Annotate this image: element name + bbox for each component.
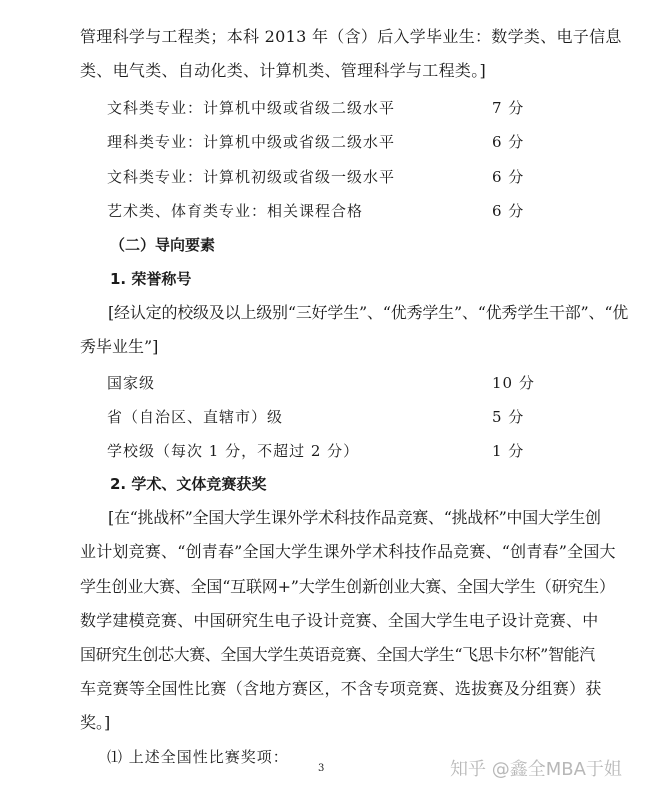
honor-level-row: [107, 372, 535, 392]
competition-line: 业计划竞赛、“创青春”全国大学生课外学术科技作品竞赛、“创青春”全国大: [80, 542, 616, 561]
competition-heading: 2. 学术、文体竞赛获奖: [110, 475, 267, 493]
score-points: 6 分: [492, 133, 525, 151]
honor-level-points: 1 分: [492, 442, 525, 460]
score-label: 艺术类、体育类专业：相关课程合格: [107, 202, 364, 220]
score-row: [107, 200, 527, 220]
honor-level-points: 5 分: [492, 408, 525, 426]
honor-level-label: 省（自治区、直辖市）级: [107, 408, 284, 426]
competition-line: [在“挑战杯”全国大学生课外学术科技作品竞赛、“挑战杯”中国大学生创: [108, 508, 601, 527]
honor-heading: 1. 荣誉称号: [110, 270, 192, 288]
score-label: 文科类专业：计算机初级或省级一级水平: [107, 168, 396, 186]
score-row: [107, 131, 527, 151]
competition-line: 奖。]: [80, 713, 111, 732]
honor-level-label: 国家级: [107, 374, 156, 392]
score-label: 文科类专业：计算机中级或省级二级水平: [107, 99, 396, 117]
score-points: 6 分: [492, 168, 525, 186]
page-number: 3: [318, 763, 325, 774]
score-row: [107, 97, 527, 117]
honor-level-row: [107, 406, 527, 426]
competition-line: 数学建模竞赛、中国研究生电子设计竞赛、全国大学生电子设计竞赛、中: [80, 611, 599, 630]
zhihu-watermark: 知乎 @鑫全MBA于姐: [450, 759, 622, 780]
honor-desc-line-2: 秀毕业生”]: [80, 337, 159, 356]
competition-line: 车竞赛等全国性比赛（含地方赛区，不含专项竞赛、选拔赛及分组赛）获: [80, 679, 602, 698]
score-points: 7 分: [492, 99, 525, 117]
score-label: 理科类专业：计算机中级或省级二级水平: [107, 133, 396, 151]
score-row: [107, 166, 527, 186]
top-para-line-2: 类、电气类、自动化类、计算机类、管理科学与工程类。]: [80, 61, 487, 80]
honor-desc-line-1: [经认定的校级及以上级别“三好学生”、“优秀学生”、“优秀学生干部”、“优: [108, 303, 629, 322]
honor-level-label: 学校级（每次 1 分，不超过 2 分）: [107, 442, 360, 460]
competition-line: 国研究生创芯大赛、全国大学生英语竞赛、全国大学生“飞思卡尔杯”智能汽: [80, 645, 595, 664]
competition-line: 学生创业大赛、全国“互联网+”大学生创新创业大赛、全国大学生（研究生）: [80, 577, 615, 596]
honor-level-row: [107, 440, 527, 460]
section-heading: （二）导向要素: [110, 236, 216, 254]
competition-sub-item: ⑴ 上述全国性比赛奖项：: [107, 748, 289, 766]
score-points: 6 分: [492, 202, 525, 220]
top-para-line-1: 管理科学与工程类；本科 2013 年（含）后入学毕业生：数学类、电子信息: [80, 27, 622, 46]
honor-level-points: 10 分: [492, 374, 535, 392]
